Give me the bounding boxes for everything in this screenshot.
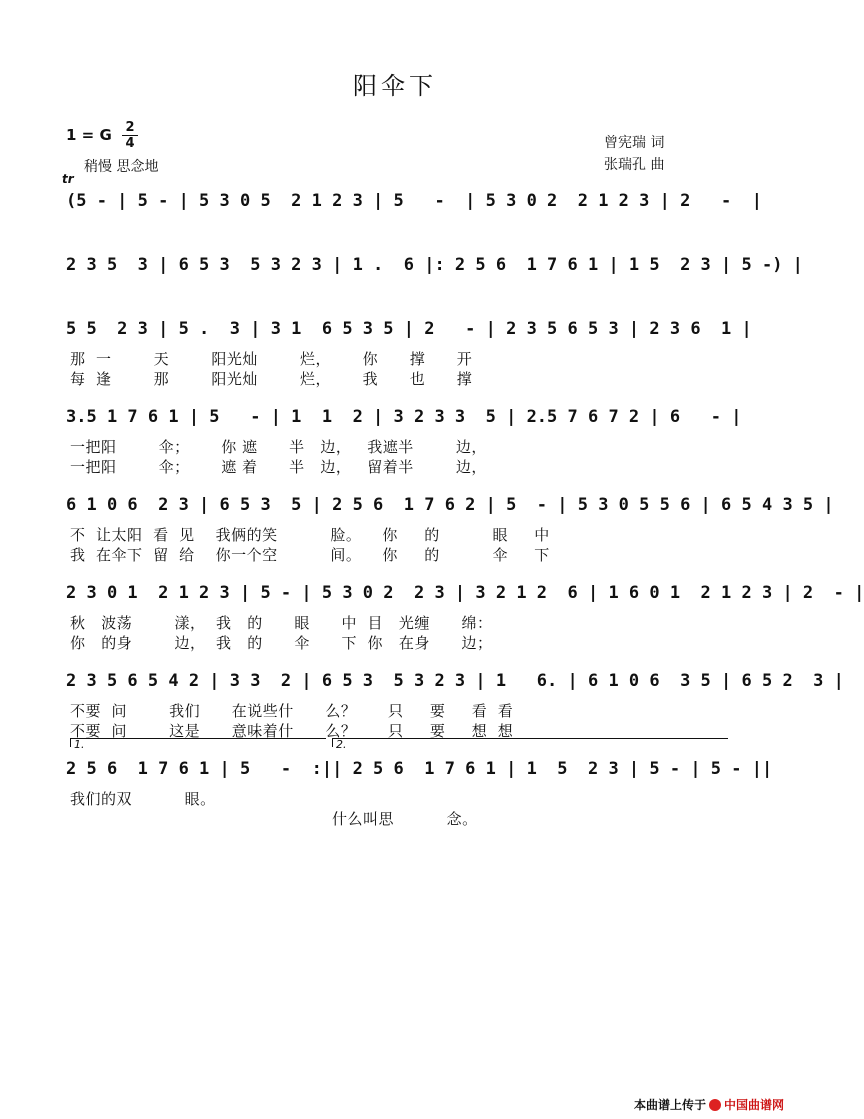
lyric-line-4-verse-2: 一把阳 伞； 遮 着 半 边， 留着半 边， [70, 458, 487, 476]
lyric-line-8-second-ending: 什么叫思 念。 [332, 810, 478, 828]
lyric-line-3-verse-1: 那 一 天 阳光灿 烂， 你 撑 开 [70, 350, 473, 368]
lyric-line-3-verse-2: 每 逢 那 阳光灿 烂， 我 也 撑 [70, 370, 473, 388]
staff-line-1: (5 - | 5 - | 5 3 0 5 2 1 2 3 | 5 - | 5 3 0 2 2 1 2 3 | 2 - | [66, 191, 762, 211]
first-ending-bracket: 1. [70, 738, 326, 747]
lyric-line-5-verse-2: 我 在伞下 留 给 你一个空 间。 你 的 伞 下 [70, 546, 550, 564]
staff-line-4: 3.5 1 7 6 1 | 5 - | 1 1 2 | 3 2 3 3 5 | 2.5 7 6 7 2 | 6 - | [66, 407, 742, 427]
site-logo-icon [709, 1099, 721, 1111]
upload-credit [634, 1096, 784, 1113]
lyric-line-4-verse-1: 一把阳 伞； 你 遮 半 边， 我遮半 边， [70, 438, 487, 456]
time-signature-bottom: 4 [125, 136, 135, 151]
upload-text: 本曲谱上传于 [633, 1098, 706, 1112]
time-signature [122, 120, 138, 151]
lyric-line-5-verse-1: 不 让太阳 看 见 我俩的笑 脸。 你 的 眼 中 [70, 526, 550, 544]
staff-line-8: 2 5 6 1 7 6 1 | 5 - :|| 2 5 6 1 7 6 1 | 1 5 2 3 | 5 - | 5 - || [66, 759, 773, 779]
staff-line-2: 2 3 5 3 | 6 5 3 5 3 2 3 | 1 . 6 |: 2 5 6 1 7 6 1 | 1 5 2 3 | 5 -) | [66, 255, 803, 275]
key-signature: 1 = G [66, 126, 112, 144]
lyric-line-6-verse-2: 你 的身 边， 我 的 伞 下 你 在身 边； [70, 634, 493, 652]
staff-line-5: 6 1 0 6 2 3 | 6 5 3 5 | 2 5 6 1 7 6 2 | 5 - | 5 3 0 5 5 6 | 6 5 4 3 5 | [66, 495, 834, 515]
staff-line-3: 5 5 2 3 | 5 . 3 | 3 1 6 5 3 5 | 2 - | 2 3 5 6 5 3 | 2 3 6 1 | [66, 319, 752, 339]
site-name[interactable]: 中国曲谱网 [723, 1098, 784, 1112]
tempo-marking: 稍慢 思念地 [84, 159, 159, 175]
lyric-line-7-verse-2: 不要 问 这是 意味着什 么？ 只 要 想 想 [70, 722, 514, 740]
staff-line-7: 2 3 5 6 5 4 2 | 3 3 2 | 6 5 3 5 3 2 3 | 1 6. | 6 1 0 6 3 5 | 6 5 2 3 | [66, 671, 844, 691]
trill-mark: tr [62, 172, 74, 186]
lyricist-credit: 曾宪瑞 词 [604, 135, 665, 151]
second-ending-bracket: 2. [332, 738, 728, 747]
time-signature-top: 2 [125, 120, 135, 135]
page-title: 阳伞下 [353, 72, 437, 100]
composer-credit: 张瑞孔 曲 [604, 157, 665, 173]
lyric-line-8-first-ending: 我们的双 眼。 [70, 790, 216, 808]
lyric-line-6-verse-1: 秋 波荡 漾， 我 的 眼 中 目 光缠 绵： [70, 614, 493, 632]
lyric-line-7-verse-1: 不要 问 我们 在说些什 么？ 只 要 看 看 [70, 702, 514, 720]
staff-line-6: 2 3 0 1 2 1 2 3 | 5 - | 5 3 0 2 2 3 | 3 2 1 2 6 | 1 6 0 1 2 1 2 3 | 2 - | [66, 583, 864, 603]
